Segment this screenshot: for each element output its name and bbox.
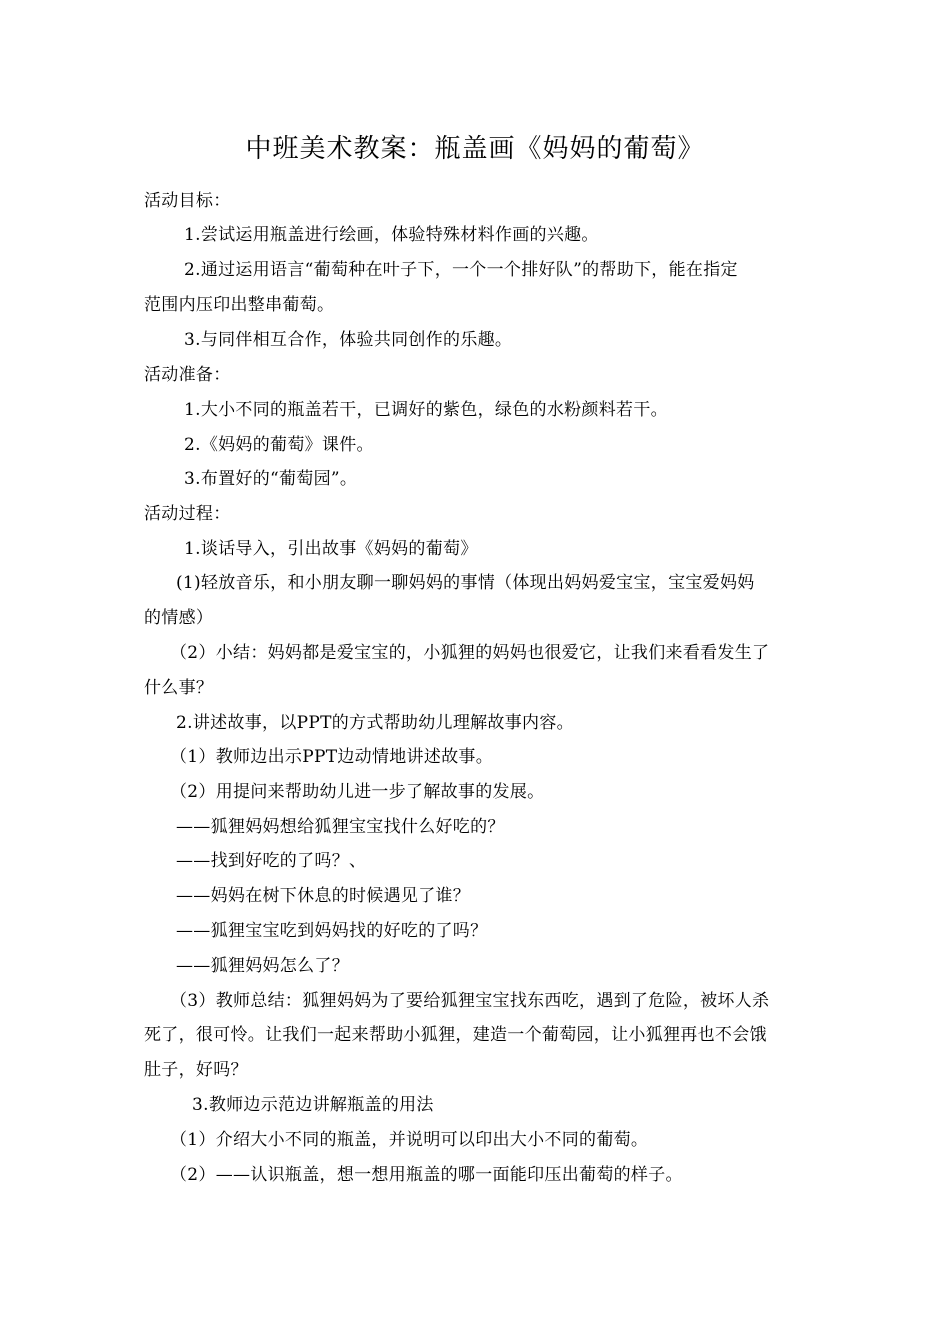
paragraph-line: ——狐狸宝宝吃到妈妈找的好吃的了吗？ [176, 921, 488, 941]
paragraph-line: 死了，很可怜。让我们一起来帮助小狐狸，建造一个葡萄园，让小狐狸再也不会饿 [144, 1025, 767, 1045]
paragraph-line: 3.布置好的“葡萄园”。 [184, 469, 358, 489]
section-heading: 活动准备： [144, 365, 231, 385]
paragraph-line: （1）介绍大小不同的瓶盖，并说明可以印出大小不同的葡萄。 [170, 1130, 649, 1150]
paragraph-line: 3.与同伴相互合作，体验共同创作的乐趣。 [184, 330, 513, 350]
paragraph-line: 2.讲述故事，以PPT的方式帮助幼儿理解故事内容。 [176, 713, 574, 733]
paragraph-line: （2）用提问来帮助幼儿进一步了解故事的发展。 [170, 782, 545, 802]
paragraph-line: 1.谈话导入，引出故事《妈妈的葡萄》 [184, 539, 478, 559]
section-heading: 活动过程： [144, 504, 231, 524]
paragraph-line: ——狐狸妈妈想给狐狸宝宝找什么好吃的？ [176, 817, 505, 837]
paragraph-line: ——找到好吃的了吗？、 [176, 851, 367, 871]
paragraph-line: 范围内压印出整串葡萄。 [144, 295, 335, 315]
paragraph-line: ——妈妈在树下休息的时候遇见了谁？ [176, 886, 471, 906]
paragraph-line: 3.教师边示范边讲解瓶盖的用法 [192, 1095, 434, 1115]
paragraph-line: 1.大小不同的瓶盖若干，已调好的紫色，绿色的水粉颜料若干。 [184, 400, 668, 420]
paragraph-line: 什么事？ [144, 678, 214, 698]
paragraph-line: 的情感） [144, 608, 214, 628]
paragraph-line: （2）——认识瓶盖，想一想用瓶盖的哪一面能印压出葡萄的样子。 [170, 1165, 683, 1185]
paragraph-line: 2.通过运用语言“葡萄种在叶子下，一个一个排好队”的帮助下，能在指定 [184, 260, 738, 280]
paragraph-line: （3）教师总结：狐狸妈妈为了要给狐狸宝宝找东西吃，遇到了危险，被坏人杀 [170, 991, 770, 1011]
paragraph-line: 肚子，好吗？ [144, 1060, 248, 1080]
paragraph-line: （1）教师边出示PPT边动情地讲述故事。 [170, 747, 494, 767]
paragraph-line: 2.《妈妈的葡萄》课件。 [184, 435, 374, 455]
paragraph-line: ——狐狸妈妈怎么了？ [176, 956, 349, 976]
section-heading: 活动目标： [144, 191, 231, 211]
paragraph-line: （2）小结：妈妈都是爱宝宝的，小狐狸的妈妈也很爱它，让我们来看看发生了 [170, 643, 770, 663]
paragraph-line: (1)轻放音乐，和小朋友聊一聊妈妈的事情（体现出妈妈爱宝宝，宝宝爱妈妈 [176, 573, 755, 593]
document-title: 中班美术教案：瓶盖画《妈妈的葡萄》 [245, 134, 705, 164]
paragraph-line: 1.尝试运用瓶盖进行绘画，体验特殊材料作画的兴趣。 [184, 225, 599, 245]
